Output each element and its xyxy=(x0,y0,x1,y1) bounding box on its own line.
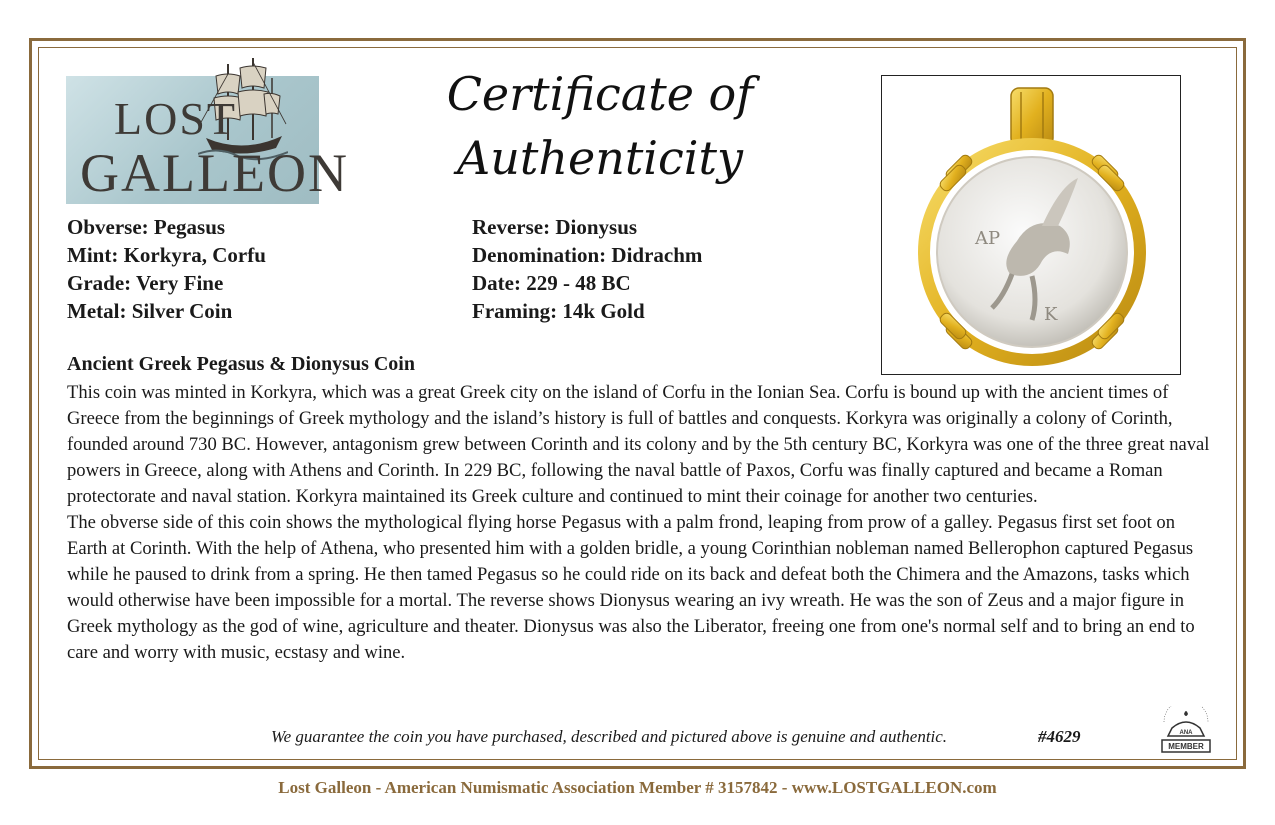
coin-legend-k: K xyxy=(1044,304,1058,325)
spec-grade: Grade: Very Fine xyxy=(67,271,224,295)
description-paragraph: The obverse side of this coin shows the mythological flying horse Pegasus with a palm frond, leaping from prow of a galley. Pegasus first set foot on Earth at Corinth. With the help of Athena, who presented him with a golden bridle, a young Corinthian nobleman named Bellerophon captured Pegasus while he paused to drink from a spring. He then tamed Pegasus so he could ride on its back and defeat both the Chimera and the Amazons, tasks which would otherwise have been impossible for a mortal. The reverse shows Dionysus wearing an ivy wreath. He was the son of Zeus and a major figure in Greek mythology as the god of wine, agriculture and theater. Dionysus was also the Liberator, freeing one from one's normal self and to bring an end to care and worry with music, ecstasy and wine. xyxy=(67,512,1195,663)
coin-pendant-photo xyxy=(881,75,1181,375)
guarantee-statement: We guarantee the coin you have purchased, described and pictured above is genuine and authentic. xyxy=(271,727,948,746)
spec-date: Date: 229 - 48 BC xyxy=(472,271,631,295)
spec-metal: Metal: Silver Coin xyxy=(67,299,233,323)
ana-badge-member: MEMBER xyxy=(1168,742,1204,751)
spec-framing: Framing: 14k Gold xyxy=(472,299,645,323)
certificate-title xyxy=(430,62,770,190)
specs-left-column xyxy=(67,213,266,325)
spec-obverse: Obverse: Pegasus xyxy=(67,215,226,239)
spec-mint: Mint: Korkyra, Corfu xyxy=(67,243,266,267)
logo-text-galleon: GALLEON xyxy=(80,143,349,203)
description-heading: Ancient Greek Pegasus & Dionysus Coin xyxy=(67,353,415,375)
lost-galleon-logo xyxy=(66,76,349,204)
footer-membership-line: Lost Galleon - American Numismatic Association Member # 3157842 - www.LOSTGALLEON.com xyxy=(278,778,997,797)
coin-pendant-image xyxy=(882,76,1180,374)
certificate-number: #4629 xyxy=(1038,727,1081,746)
ana-badge-abbr: ANA xyxy=(1179,730,1193,736)
specs-right-column xyxy=(472,213,702,325)
title-line-2: Authenticity xyxy=(457,131,743,185)
ana-member-badge-icon xyxy=(1150,706,1222,756)
spec-reverse: Reverse: Dionysus xyxy=(472,215,638,239)
title-line-1: Certificate of xyxy=(446,67,754,121)
description-paragraph: This coin was minted in Korkyra, which was a great Greek city on the island of Corfu in the Ionian Sea. Corfu is bound up with the ancient times of Greece from the beginnings of Greek mythology and the island’s history is full of battles and conquests. Korkyra was originally a colony of Corinth, founded around 730 BC. However, antagonism grew between Corinth and its colony and by the 5th century BC, Korkyra was one of the three great naval powers in Greece, along with Athens and Corinth. In 229 BC, following the naval battle of Paxos, Corfu was finally captured and became a Roman protectorate and naval station. Korkyra maintained its Greek culture and continued to mint their coinage for another two centuries. xyxy=(67,382,1210,507)
spec-denomination: Denomination: Didrachm xyxy=(472,243,703,267)
description-body xyxy=(67,380,1217,666)
coin-legend-ap: AP xyxy=(975,228,1001,249)
logo-text-lost: LOST xyxy=(114,93,237,144)
